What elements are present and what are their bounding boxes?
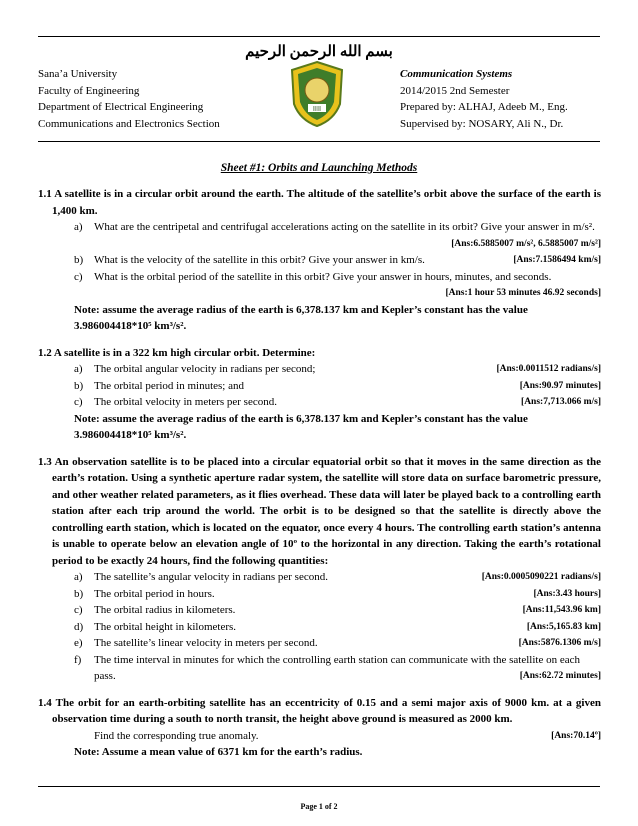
logo-text: IIII — [312, 105, 322, 113]
answer: [Ans:0.0011512 radians/s] — [496, 364, 601, 374]
faculty: Faculty of Engineering — [38, 84, 140, 97]
list-item: f) The time interval in minutes for which the controlling earth station can communicate with the satellite on each pass. [Ans:62.72 minutes] — [38, 652, 601, 685]
answer: [Ans:0.0005090221 radians/s] — [481, 572, 601, 582]
instruction: Find the corresponding true anomaly. [Ans:70.14º] — [38, 728, 601, 745]
institution-block — [38, 66, 220, 132]
question-1-3: 1.3 An observation satellite is to be placed into a circular equatorial orbit so that it moves in the same direction as the earth’s rotation. Using a synthetic aperture radar system, the satellite will store data on surface barometric pressure, and other weather related parameters, as it flies overhead. These data will later be played back to a controlling earth station after each trip around the world. The orbit is to be designed so that the satellite is directly above the controlling earth station, which is located on the equator, once every 4 hours. The controlling earth station’s antenna is unable to operate below an elevation angle of 10º to the horizontal in any direction. Taking the earth’s rotational period to be exactly 24 hours, find the following quantities: a) The satellite’s angular velocity in radians per second. [Ans:0.0005090221 radians/s] b) The orbital period in hours. [Ans:3.43 hours] c) The orbital radius in kilometers. [Ans:11,543.96 km] d) The orbital height in kilometers. [Ans:5,165.83 km] e) The satellite’s linear velocity in meters per second. [Ans:5876.1306 m/s] f) The time interval in minutes for which the controlling earth station can communicate with the satellite on each pass. [Ans:62.72 minutes] — [38, 454, 601, 685]
list-item: d) The orbital height in kilometers. [Ans:5,165.83 km] — [38, 619, 601, 636]
basmala: بسم الله الرحمن الرحيم — [245, 44, 393, 60]
supervised-by: Supervised by: NOSARY, Ali N., Dr. — [400, 117, 564, 130]
list-item: b) The orbital period in minutes; and [Ans:90.97 minutes] — [38, 378, 601, 395]
list-item: c) The orbital velocity in meters per second. [Ans:7,713.066 m/s] — [38, 394, 601, 411]
answer: [Ans:5876.1306 m/s] — [518, 638, 601, 648]
department: Department of Electrical Engineering — [38, 101, 204, 113]
list-item: e) The satellite’s linear velocity in meters per second. [Ans:5876.1306 m/s] — [38, 635, 601, 652]
footer-rule — [38, 786, 600, 787]
answer: [Ans:70.14º] — [551, 730, 601, 741]
prepared-by: Prepared by: ALHAJ, Adeeb M., Eng. — [400, 101, 568, 113]
semester: 2014/2015 2nd Semester — [400, 84, 510, 97]
sheet-title: Sheet #1: Orbits and Launching Methods — [220, 162, 418, 174]
university-logo — [288, 60, 346, 128]
list-item: c) What is the orbital period of the satellite in this orbit? Give your answer in hours, minutes, and seconds. [Ans:1 hour 53 minutes 46.92 seconds] — [38, 269, 601, 302]
answer: [Ans:7.1586494 km/s] — [513, 255, 601, 265]
question-text: A satellite is in a 322 km high circular orbit. Determine: — [53, 346, 316, 359]
university: Sana’a University — [38, 68, 118, 80]
question-text: A satellite is in a circular orbit around the earth. The altitude of the satellite’s orbit above the surface of the earth is 1,400 km. — [52, 188, 601, 217]
question-1-4: 1.4 The orbit for an earth-orbiting satellite has an eccentricity of 0.15 and a semi major axis of 9000 km. at a given observation time during a south to north transit, the height above ground is measured as 2000 km. Find the corresponding true anomaly. [Ans:70.14º] Note: Assume a mean value of 6371 km for the earth’s radius. — [38, 695, 601, 761]
header-rule — [38, 141, 600, 142]
answer: [Ans:62.72 minutes] — [519, 671, 601, 681]
list-item: a) The satellite’s angular velocity in radians per second. [Ans:0.0005090221 radians/s] — [38, 569, 601, 586]
question-1-2: 1.2 A satellite is in a 322 km high circular orbit. Determine: a) The orbital angular velocity in radians per second; [Ans:0.0011512 radians/s] b) The orbital period in minutes; and [Ans:90.97 minutes] c) The orbital velocity in meters per second. [Ans:7,713.066 m/s] Note: assume the average radius of the earth is 6,378.137 km and Kepler’s constant has the value 3.986004418*10⁵ km³/s². — [38, 345, 601, 444]
question-1-1: 1.1 A satellite is in a circular orbit around the earth. The altitude of the satellite’s orbit above the surface of the earth is 1,400 km. a) What are the centripetal and centrifugal accelerations acting on the satellite in its orbit? Give your answer in m/s². [Ans:6.5885007 m/s², 6.5885007 m/s²] b) What is the velocity of the satellite in this orbit? Give your answer in km/s. [Ans:7.1586494 km/s] c) What is the orbital period of the satellite in this orbit? Give your answer in hours, minutes, and seconds. [Ans:1 hour 53 minutes 46.92 seconds] Note: assume the average radius of the earth is 6,378.137 km and Kepler’s constant has the value 3.986004418*10⁵ km³/s². — [38, 186, 601, 335]
answer: [Ans:3.43 hours] — [533, 588, 601, 599]
question-text: The orbit for an earth-orbiting satellite has an eccentricity of 0.15 and a semi major axis of 9000 km. at a given observation time during a south to north transit, the height above ground is measured as 2000 km. — [52, 696, 601, 725]
list-item: b) The orbital period in hours. [Ans:3.43 hours] — [38, 586, 601, 603]
list-item: a) What are the centripetal and centrifugal accelerations acting on the satellite in its orbit? Give your answer in m/s². [Ans:6.5885007 m/s², 6.5885007 m/s²] — [38, 219, 601, 252]
answer: [Ans:5,165.83 km] — [526, 621, 601, 632]
answer: [Ans:90.97 minutes] — [519, 380, 601, 391]
list-item: b) What is the velocity of the satellite in this orbit? Give your answer in km/s. [Ans:7.1586494 km/s] — [38, 252, 601, 269]
questions — [38, 186, 601, 761]
answer: [Ans:7,713.066 m/s] — [521, 397, 601, 407]
note: Note: assume the average radius of the earth is 6,378.137 km and Kepler’s constant has the value 3.986004418*10⁵ km³/s². — [74, 412, 528, 441]
list-item: a) The orbital angular velocity in radians per second; [Ans:0.0011512 radians/s] — [38, 361, 601, 378]
course-block — [400, 66, 568, 132]
page-number: Page 1 of 2 — [300, 802, 338, 811]
answer: [Ans:11,543.96 km] — [522, 605, 601, 615]
list-item: c) The orbital radius in kilometers. [Ans:11,543.96 km] — [38, 602, 601, 619]
note: Note: Assume a mean value of 6371 km for the earth’s radius. — [74, 746, 363, 758]
answer: [Ans:1 hour 53 minutes 46.92 seconds] — [445, 288, 601, 298]
note: Note: assume the average radius of the earth is 6,378.137 km and Kepler’s constant has the value 3.986004418*10⁵ km³/s². — [74, 303, 528, 332]
top-rule — [38, 36, 600, 37]
course-title: Communication Systems — [400, 68, 513, 80]
answer: [Ans:6.5885007 m/s², 6.5885007 m/s²] — [451, 238, 601, 249]
question-text: An observation satellite is to be placed into a circular equatorial orbit so that it moves in the same direction as the earth’s rotation. Using a synthetic aperture radar system, the satellite will store data on surface barometric pressure, and other weather related parameters, as it flies overhead. These data will later be played back to a controlling earth station after each trip around the world. The orbit is to be designed so that the satellite is directly above the controlling earth station, which is located on the equator, once every 4 hours. The controlling earth station’s antenna is unable to operate below an elevation angle of 10º to the horizontal in any direction. Taking the earth’s rotational period to be exactly 24 hours, find the following quantities: — [52, 455, 601, 567]
section: Communications and Electronics Section — [38, 117, 220, 130]
